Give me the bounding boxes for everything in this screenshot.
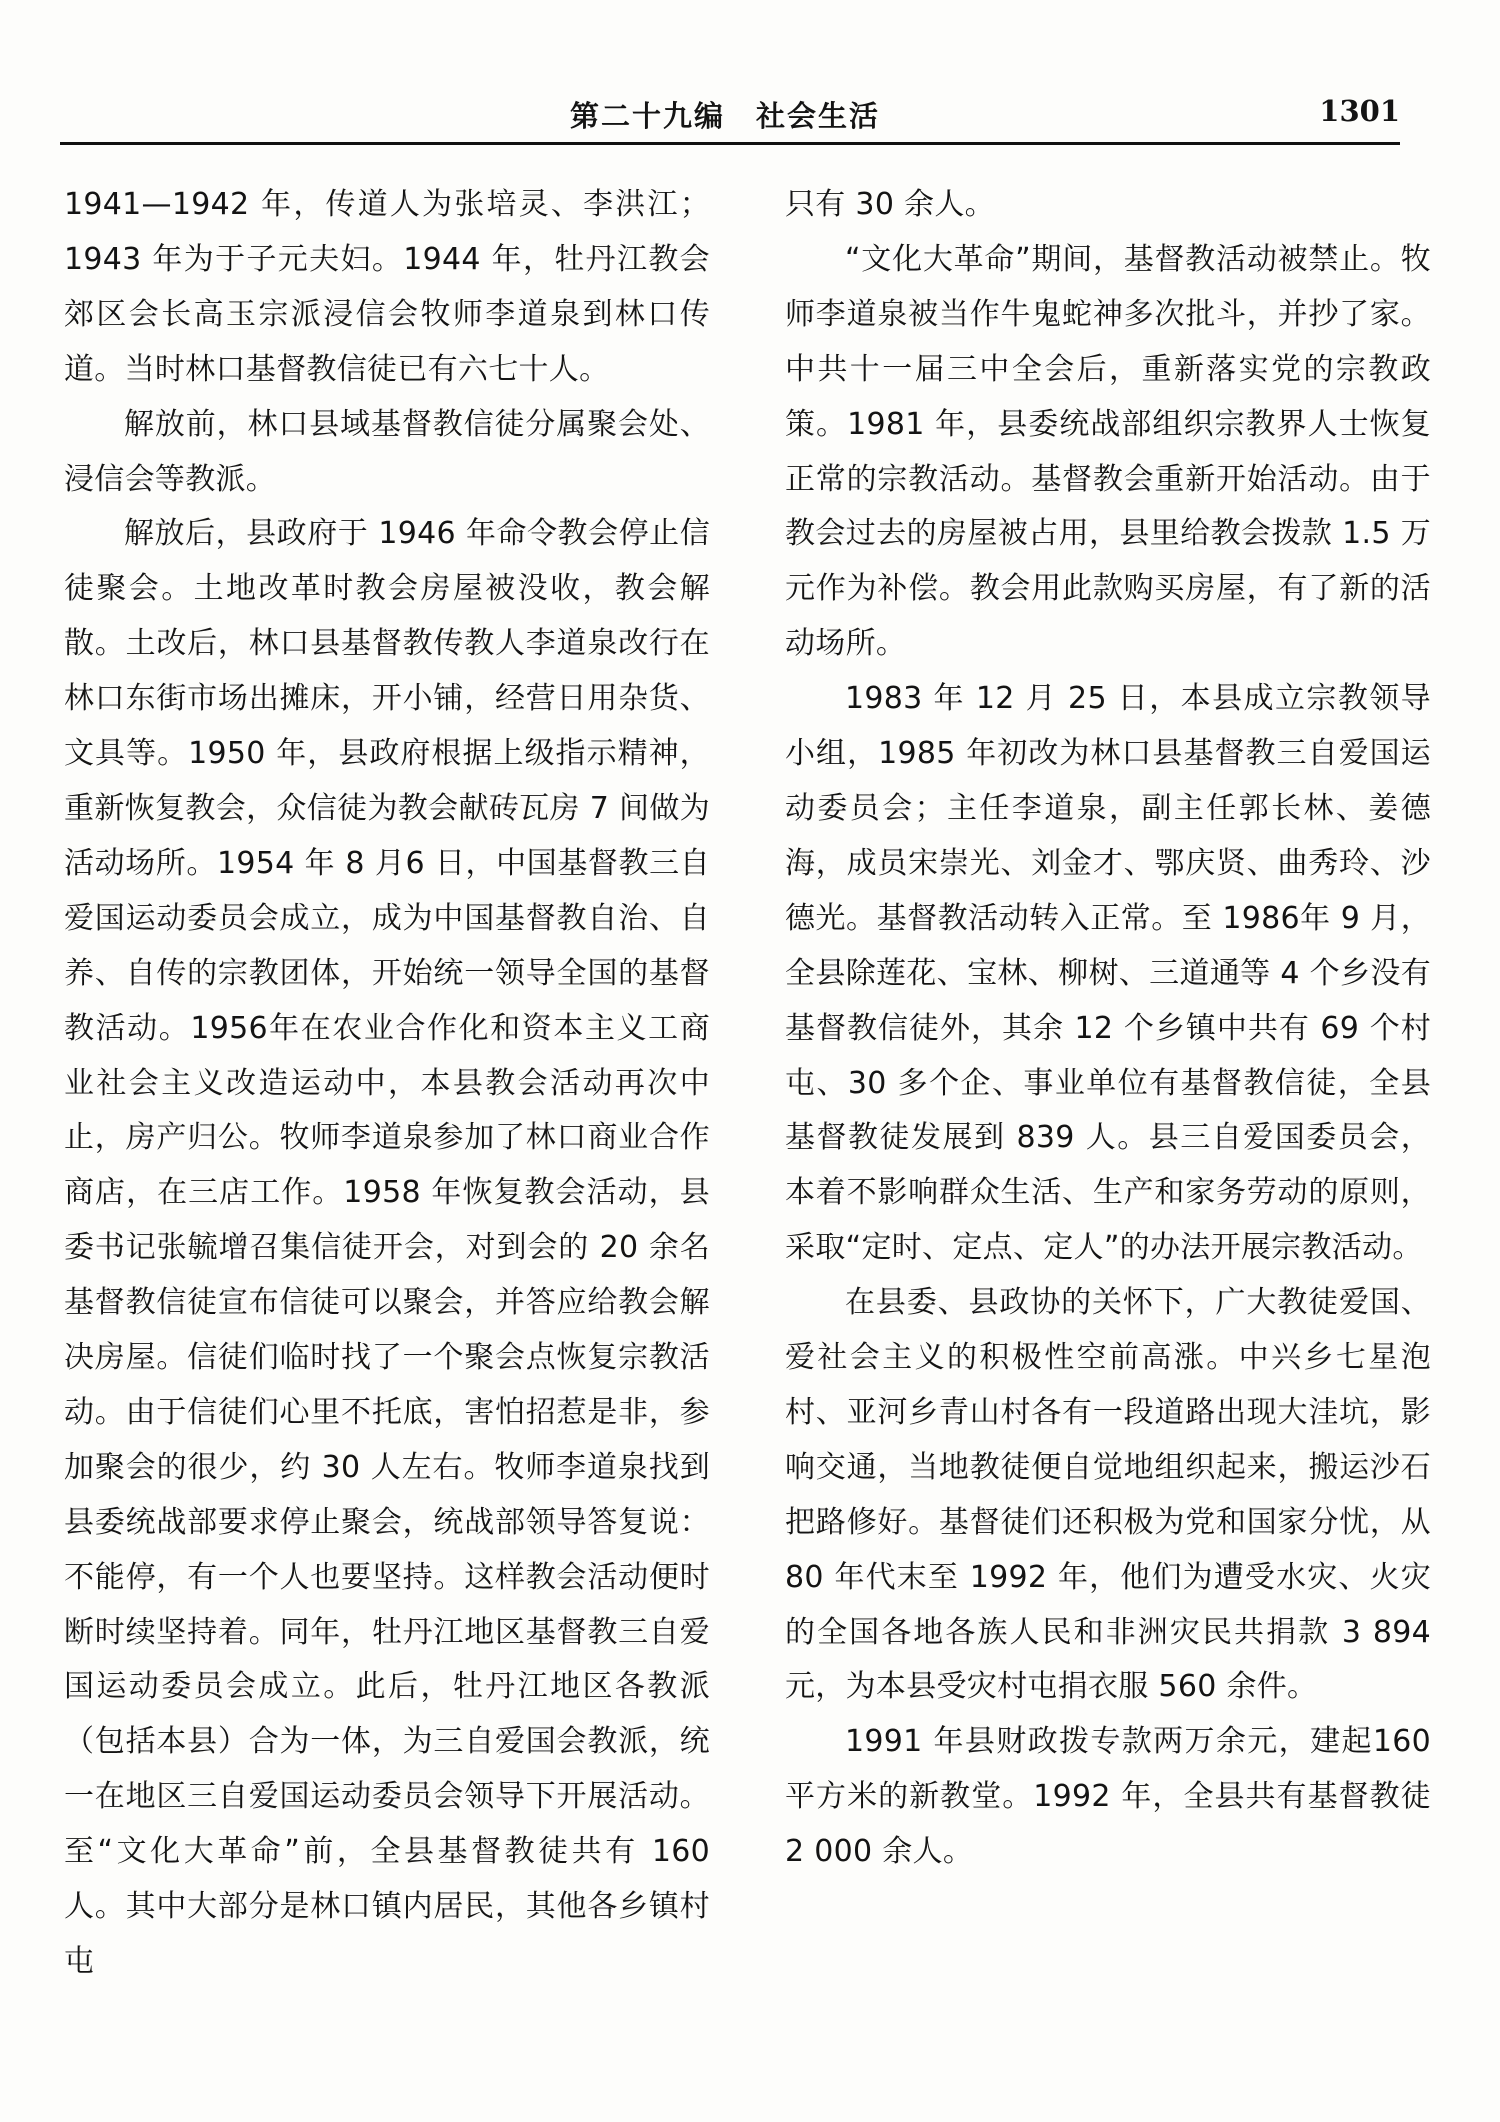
paragraph: 解放前，林口县域基督教信徒分属聚会处、浸信会等教派。 [64, 406, 710, 497]
paragraph: 1991 年县财政拨专款两万余元，建起160 平方米的新教堂。1992 年，全县共有基督教徒 2 000 余人。 [785, 1724, 1431, 1870]
paragraph: 1983 年 12 月 25 日，本县成立宗教领导小组，1985 年初改为林口县基督教三自爱国运动委员会；主任李道泉，副主任郭长林、姜德海，成员宋崇光、刘金才、鄂庆贤、曲秀玲、沙德光。基督教活动转入正常。至 1986年 9 月，全县除莲花、宝林、柳树、三道通等 4 个乡没有基督教信徒外，其余 12 个乡镇中共有 69 个村屯、30 多个企、事业单位有基督教信徒，全县基督教徒发展到 839 人。县三自爱国委员会，本着不影响群众生活、生产和家务劳动的原则，采取“定时、定点、定人”的办法开展宗教活动。 [785, 681, 1431, 1266]
paragraph: 在县委、县政协的关怀下，广大教徒爱国、爱社会主义的积极性空前高涨。中兴乡七星泡村、亚河乡青山村各有一段道路出现大洼坑，影响交通，当地教徒便自觉地组织起来，搬运沙石把路修好。基督徒们还积极为党和国家分忧，从 80 年代末至 1992 年，他们为遭受水灾、火灾的全国各地各族人民和非洲灾民共捐款 3 894 元，为本县受灾村屯捐衣服 560 余件。 [785, 1285, 1431, 1705]
left-column [64, 178, 710, 1990]
right-column [785, 178, 1431, 1880]
paragraph: “文化大革命”期间，基督教活动被禁止。牧师李道泉被当作牛鬼蛇神多次批斗，并抄了家。中共十一届三中全会后，重新落实党的宗教政策。1981 年，县委统战部组织宗教界人士恢复正常的宗教活动。基督教会重新开始活动。由于教会过去的房屋被占用，县里给教会拨款 1.5 万元作为补偿。教会用此款购买房屋，有了新的活动场所。 [785, 241, 1431, 662]
header-section-title: 第二十九编 社会生活 [570, 99, 881, 133]
paragraph: 解放后，县政府于 1946 年命令教会停止信徒聚会。土地改革时教会房屋被没收，教会解散。土改后，林口县基督教传教人李道泉改行在林口东街市场出摊床，开小铺，经营日用杂货、文具等。1950 年，县政府根据上级指示精神，重新恢复教会，众信徒为教会献砖瓦房 7 间做为活动场所。1954 年 8 月6 日，中国基督教三自爱国运动委员会成立，成为中国基督教自治、自养、自传的宗教团体，开始统一领导全国的基督教活动。1956年在农业合作化和资本主义工商业社会主义改造运动中，本县教会活动再次中止，房产归公。牧师李道泉参加了林口商业合作商店，在三店工作。1958 年恢复教会活动，县委书记张毓增召集信徒开会，对到会的 20 余名基督教信徒宣布信徒可以聚会，并答应给教会解决房屋。信徒们临时找了一个聚会点恢复宗教活动。由于信徒们心里不托底，害怕招惹是非，参加聚会的很少，约 30 人左右。牧师李道泉找到县委统战部要求停止聚会，统战部领导答复说：不能停，有一个人也要坚持。这样教会活动便时断时续坚持着。同年，牡丹江地区基督教三自爱国运动委员会成立。此后，牡丹江地区各教派（包括本县）合为一体，为三自爱国会教派，统一在地区三自爱国运动委员会领导下开展活动。至“文化大革命”前，全县基督教徒共有 160 人。其中大部分是林口镇内居民，其他各乡镇村屯 [64, 516, 710, 1979]
page-number: 1301 [1319, 94, 1400, 128]
running-header [60, 88, 1400, 134]
paragraph: 只有 30 余人。 [785, 187, 995, 222]
paragraph: 1941—1942 年，传道人为张培灵、李洪江；1943 年为于子元夫妇。1944 年，牡丹江教会郊区会长高玉宗派浸信会牧师李道泉到林口传道。当时林口基督教信徒已有六七十人。 [64, 187, 710, 387]
header-rule [60, 142, 1400, 145]
